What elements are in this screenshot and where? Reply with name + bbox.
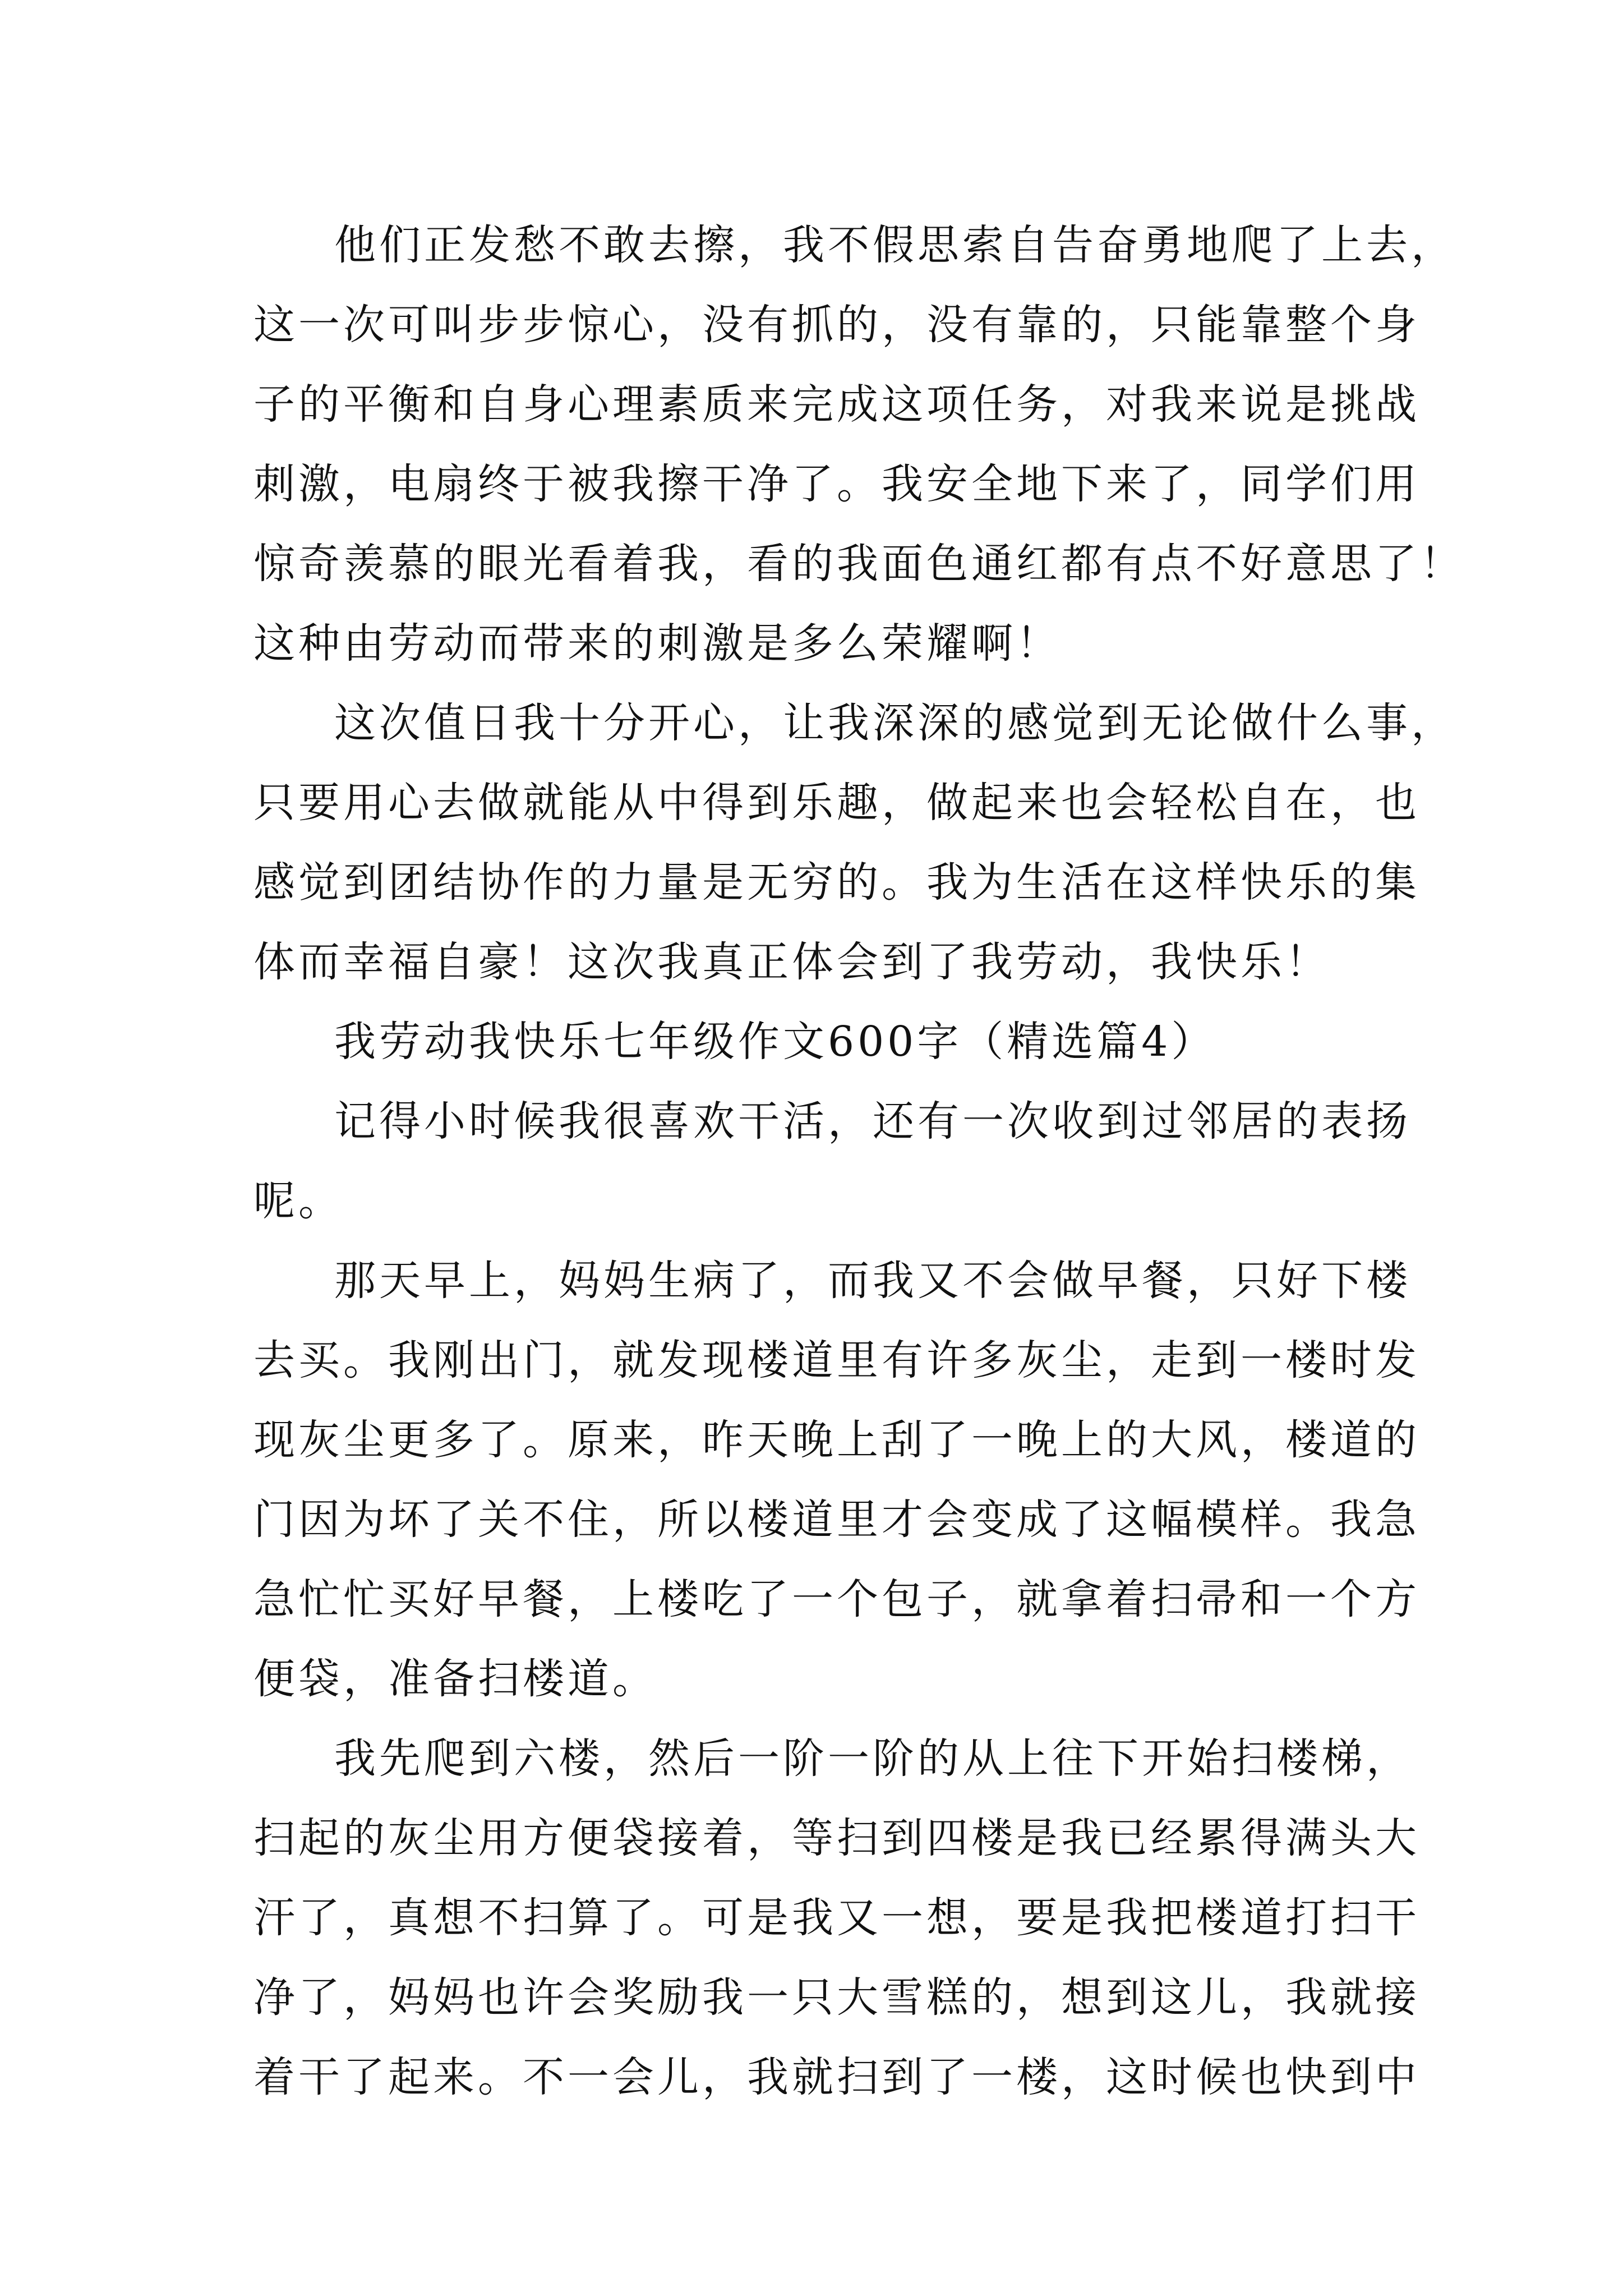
paragraph-5-line-3: 汗了，真想不扫算了。可是我又一想，要是我把楼道打扫干 [253, 1894, 1420, 1942]
paragraph-5-line-2: 扫起的灰尘用方便袋接着，等扫到四楼是我已经累得满头大 [253, 1814, 1420, 1862]
paragraph-1-line-3: 子的平衡和自身心理素质来完成这项任务，对我来说是挑战 [253, 380, 1420, 429]
paragraph-1-line-4: 刺激，电扇终于被我擦干净了。我安全地下来了，同学们用 [253, 460, 1420, 508]
paragraph-4-line-6: 便袋，准备扫楼道。 [253, 1655, 657, 1703]
paragraph-2-line-1: 这次值日我十分开心，让我深深的感觉到无论做什么事， [334, 699, 1456, 747]
paragraph-5-line-4: 净了，妈妈也许会奖励我一只大雪糕的，想到这儿，我就接 [253, 1973, 1420, 2022]
paragraph-4-line-2: 去买。我刚出门，就发现楼道里有许多灰尘，走到一楼时发 [253, 1336, 1420, 1384]
paragraph-1-line-6: 这种由劳动而带来的刺激是多么荣耀啊！ [253, 619, 1061, 668]
paragraph-5-line-1: 我先爬到六楼，然后一阶一阶的从上往下开始扫楼梯， [334, 1734, 1411, 1783]
paragraph-4-line-3: 现灰尘更多了。原来，昨天晚上刮了一晚上的大风，楼道的 [253, 1416, 1420, 1464]
paragraph-1-line-2: 这一次可叫步步惊心，没有抓的，没有靠的，只能靠整个身 [253, 301, 1420, 349]
paragraph-2-line-4: 体而幸福自豪！这次我真正体会到了我劳动，我快乐！ [253, 938, 1330, 986]
paragraph-1-line-1: 他们正发愁不敢去擦，我不假思索自告奋勇地爬了上去， [334, 221, 1456, 269]
paragraph-1-line-5: 惊奇羡慕的眼光看着我，看的我面色通红都有点不好意思了！ [253, 540, 1465, 588]
paragraph-4-line-5: 急忙忙买好早餐，上楼吃了一个包子，就拿着扫帚和一个方 [253, 1575, 1420, 1623]
paragraph-4-line-4: 门因为坏了关不住，所以楼道里才会变成了这幅模样。我急 [253, 1496, 1420, 1544]
paragraph-2-line-2: 只要用心去做就能从中得到乐趣，做起来也会轻松自在，也 [253, 779, 1420, 827]
paragraph-3-line-1: 记得小时候我很喜欢干活，还有一次收到过邻居的表扬 [334, 1097, 1411, 1145]
paragraph-2-line-3: 感觉到团结协作的力量是无穷的。我为生活在这样快乐的集 [253, 858, 1420, 907]
paragraph-4-line-1: 那天早上，妈妈生病了，而我又不会做早餐，只好下楼 [334, 1257, 1411, 1305]
section-heading: 我劳动我快乐七年级作文600字（精选篇4） [334, 1018, 1216, 1066]
paragraph-5-line-5: 着干了起来。不一会儿，我就扫到了一楼，这时候也快到中 [253, 2053, 1420, 2101]
paragraph-3-line-2: 呢。 [253, 1177, 343, 1225]
